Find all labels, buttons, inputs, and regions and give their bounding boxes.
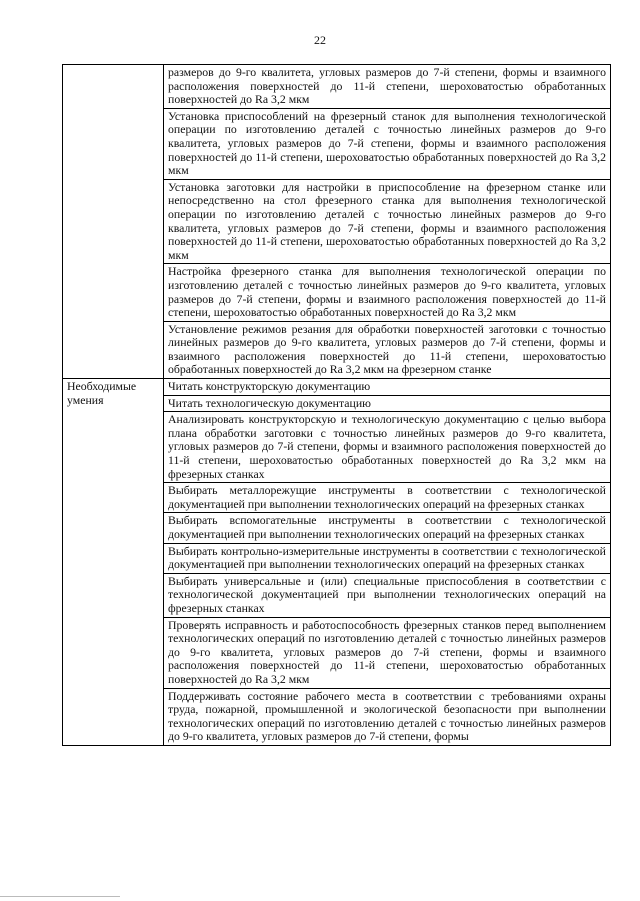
table-cell: Выбирать универсальные и (или) специальные приспособления в соответствии с технологической документацией при выполнении технологических операций на фрезерных станках: [164, 573, 611, 617]
table-cell: Читать технологическую документацию: [164, 395, 611, 412]
table-cell: Выбирать контрольно-измерительные инструменты в соответствии с технологической документацией при выполнении технологических операций на фрезерных станках: [164, 543, 611, 573]
table-cell: размеров до 9-го квалитета, угловых размеров до 7-й степени, формы и взаимного расположения поверхностей до 11-й степени, шероховатостью обработанных поверхностей до Ra 3,2 мкм: [164, 65, 611, 109]
table-cell: Установление режимов резания для обработки поверхностей заготовки с точностью линейных размеров до 9-го квалитета, угловых размеров до 7-й степени, формы и взаимного расположения поверхностей до 11-й степени, шероховатостью обработанных поверхностей до Ra 3,2 мкм на фрезерном станке: [164, 321, 611, 378]
scan-edge-divider: [0, 896, 120, 897]
table-cell: Поддерживать состояние рабочего места в соответствии с требованиями охраны труда, пожарной, промышленной и экологической безопасности при выполнении технологических операций по изготовлению деталей с точностью линейных размеров до 9-го квалитета, угловых размеров до 7-й степени, формы: [164, 688, 611, 745]
row-label-empty: [63, 65, 164, 379]
page-number: 22: [314, 33, 326, 47]
table-cell: Установка приспособлений на фрезерный станок для выполнения технологической операции по изготовлению деталей с точностью линейных размеров до 9-го квалитета, угловых размеров до 7-й степени, формы и взаимного расположения поверхностей до 11-й степени, шероховатостью обработанных поверхностей до Ra 3,2 мкм: [164, 108, 611, 179]
row-label-skills: Необходимые умения: [63, 379, 164, 746]
table-row: [63, 65, 611, 109]
requirements-table: [62, 64, 611, 746]
table-cell: Установка заготовки для настройки в приспособление на фрезерном станке или непосредственно на стол фрезерного станка для выполнения технологической операции по изготовлению деталей с точностью линейных размеров до 9-го квалитета, угловых размеров до 7-й степени, формы и взаимного расположения поверхностей до 11-й степени, шероховатостью обработанных поверхностей до Ra 3,2 мкм: [164, 179, 611, 264]
table-cell: Выбирать вспомогательные инструменты в соответствии с технологической документацией при выполнении технологических операций на фрезерных станках: [164, 513, 611, 543]
table-cell: Настройка фрезерного станка для выполнения технологической операции по изготовлению деталей с точностью линейных размеров до 9-го квалитета, угловых размеров до 7-й степени, формы и взаимного расположения поверхностей до 11-й степени, шероховатостью обработанных поверхностей до Ra 3,2 мкм: [164, 264, 611, 321]
table-cell: Выбирать металлорежущие инструменты в соответствии с технологической документацией при выполнении технологических операций на фрезерных станках: [164, 483, 611, 513]
table-cell: Проверять исправность и работоспособность фрезерных станков перед выполнением технологических операций по изготовлению деталей с точностью линейных размеров до 9-го квалитета, угловых размеров до 7-й степени, формы и взаимного расположения поверхностей до 11-й степени, шероховатостью обработанных поверхностей до Ra 3,2 мкм: [164, 617, 611, 688]
table-cell: Анализировать конструкторскую и технологическую документацию с целью выбора плана обработки заготовки с точностью линейных размеров до 9-го квалитета, угловых размеров до 7-й степени, формы и взаимного расположения поверхностей до 11-й степени, шероховатостью обработанных поверхностей до Ra 3,2 мкм на фрезерных станках: [164, 412, 611, 483]
table-cell: Читать конструкторскую документацию: [164, 379, 611, 396]
table-row: [63, 379, 611, 396]
